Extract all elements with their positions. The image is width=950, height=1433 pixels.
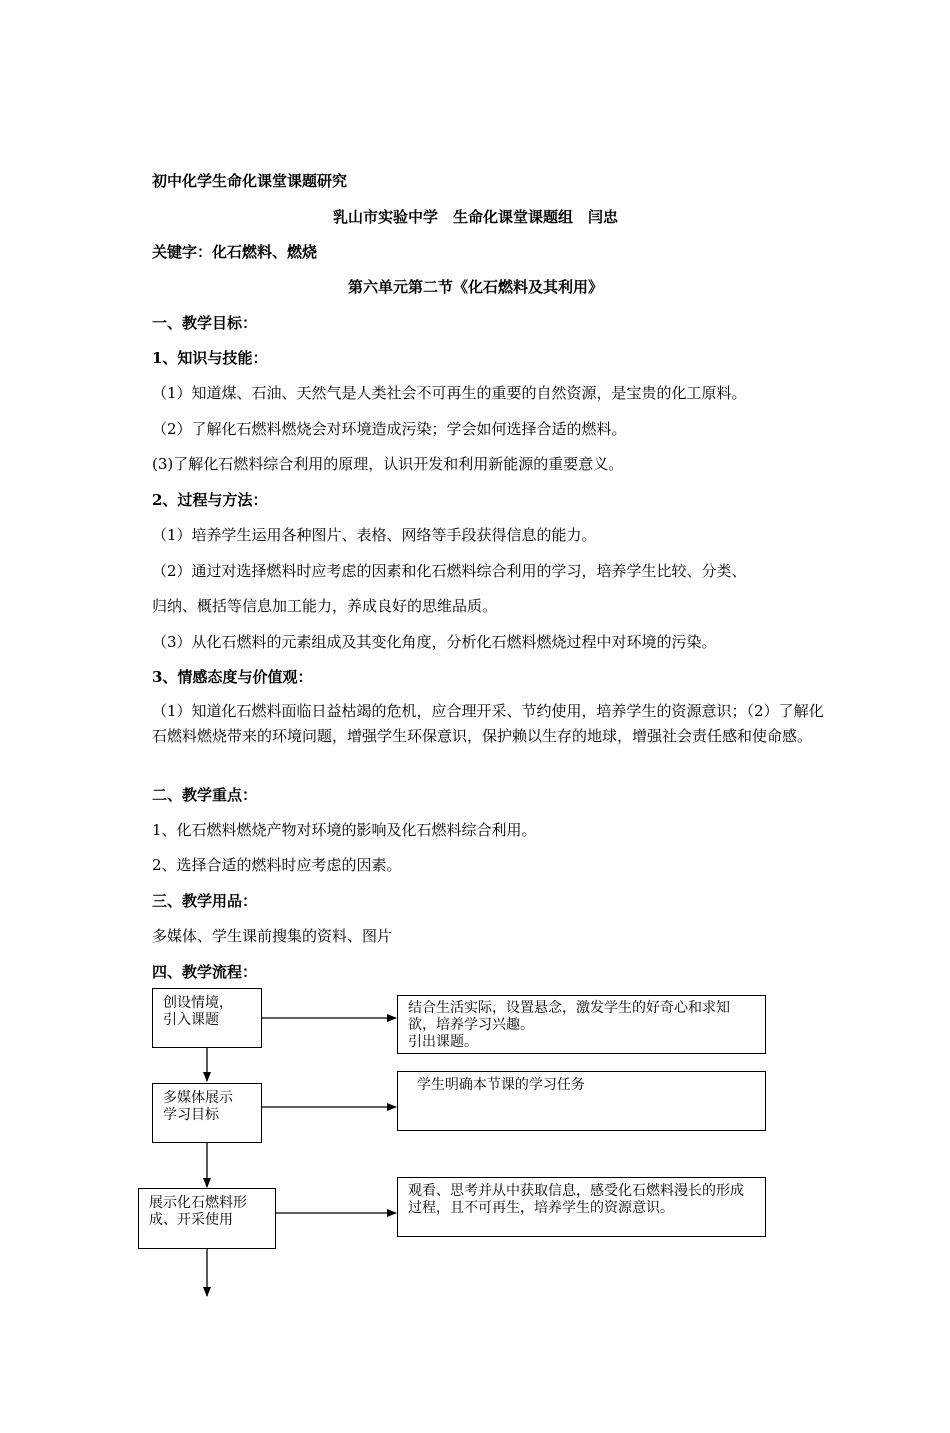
key-point-item: 2、选择合适的燃料时应考虑的因素。 [152,856,402,874]
process-item: 归纳、概括等信息加工能力，养成良好的思维品质。 [152,597,498,615]
materials-heading: 三、教学用品： [152,892,258,910]
flow-step-box: 多媒体展示 学习目标 [152,1083,262,1143]
flow-description-box: 结合生活实际，设置悬念，激发学生的好奇心和求知欲，培养学习兴趣。 引出课题。 [397,995,766,1054]
key-points-heading: 二、教学重点： [152,786,258,804]
flow-step-box: 创设情境， 引入课题 [152,988,262,1048]
process-heading: 2、过程与方法： [152,491,268,509]
process-item: （2）通过对选择燃料时应考虑的因素和化石燃料综合利用的学习，培养学生比较、分类、 [152,562,747,580]
knowledge-item: （2）了解化石燃料燃烧会对环境造成污染；学会如何选择合适的燃料。 [152,420,627,438]
flow-description-box: 观看、思考并从中获取信息，感受化石燃料漫长的形成过程，且不可再生，培养学生的资源意识。 [397,1177,766,1237]
author-line: 乳山市实验中学 生命化课堂课题组 闫忠 [333,208,619,226]
flow-heading: 四、教学流程： [152,963,258,981]
key-point-item: 1、化石燃料燃烧产物对环境的影响及化石燃料综合利用。 [152,821,537,839]
keywords-line: 关键字：化石燃料、燃烧 [152,243,318,261]
knowledge-heading: 1、知识与技能： [152,349,268,367]
materials-text: 多媒体、学生课前搜集的资料、图片 [152,927,393,945]
knowledge-item: （1）知道煤、石油、天然气是人类社会不可再生的重要的自然资源，是宝贵的化工原料。 [152,384,747,402]
document-title: 初中化学生命化课堂课题研究 [152,172,348,190]
knowledge-item: (3)了解化石燃料综合利用的原理，认识开发和利用新能源的重要意义。 [152,455,624,473]
flow-description-box: 学生明确本节课的学习任务 [397,1071,766,1131]
lesson-title: 第六单元第二节《化石燃料及其利用》 [348,278,604,296]
process-item: （3）从化石燃料的元素组成及其变化角度，分析化石燃料燃烧过程中对环境的污染。 [152,633,717,651]
attitude-heading: 3、情感态度与价值观： [152,668,313,686]
flow-step-box: 展示化石燃料形 成、开采使用 [138,1188,276,1249]
attitude-paragraph: （1）知道化石燃料面临日益枯竭的危机，应合理开采、节约使用，培养学生的资源意识；（2）了解化石燃料燃烧带来的环境问题，增强学生环保意识，保护赖以生存的地球，增强社会责任感和使命感。 [152,702,824,745]
process-item: （1）培养学生运用各种图片、表格、网络等手段获得信息的能力。 [152,526,597,544]
objectives-heading: 一、教学目标： [152,314,258,332]
